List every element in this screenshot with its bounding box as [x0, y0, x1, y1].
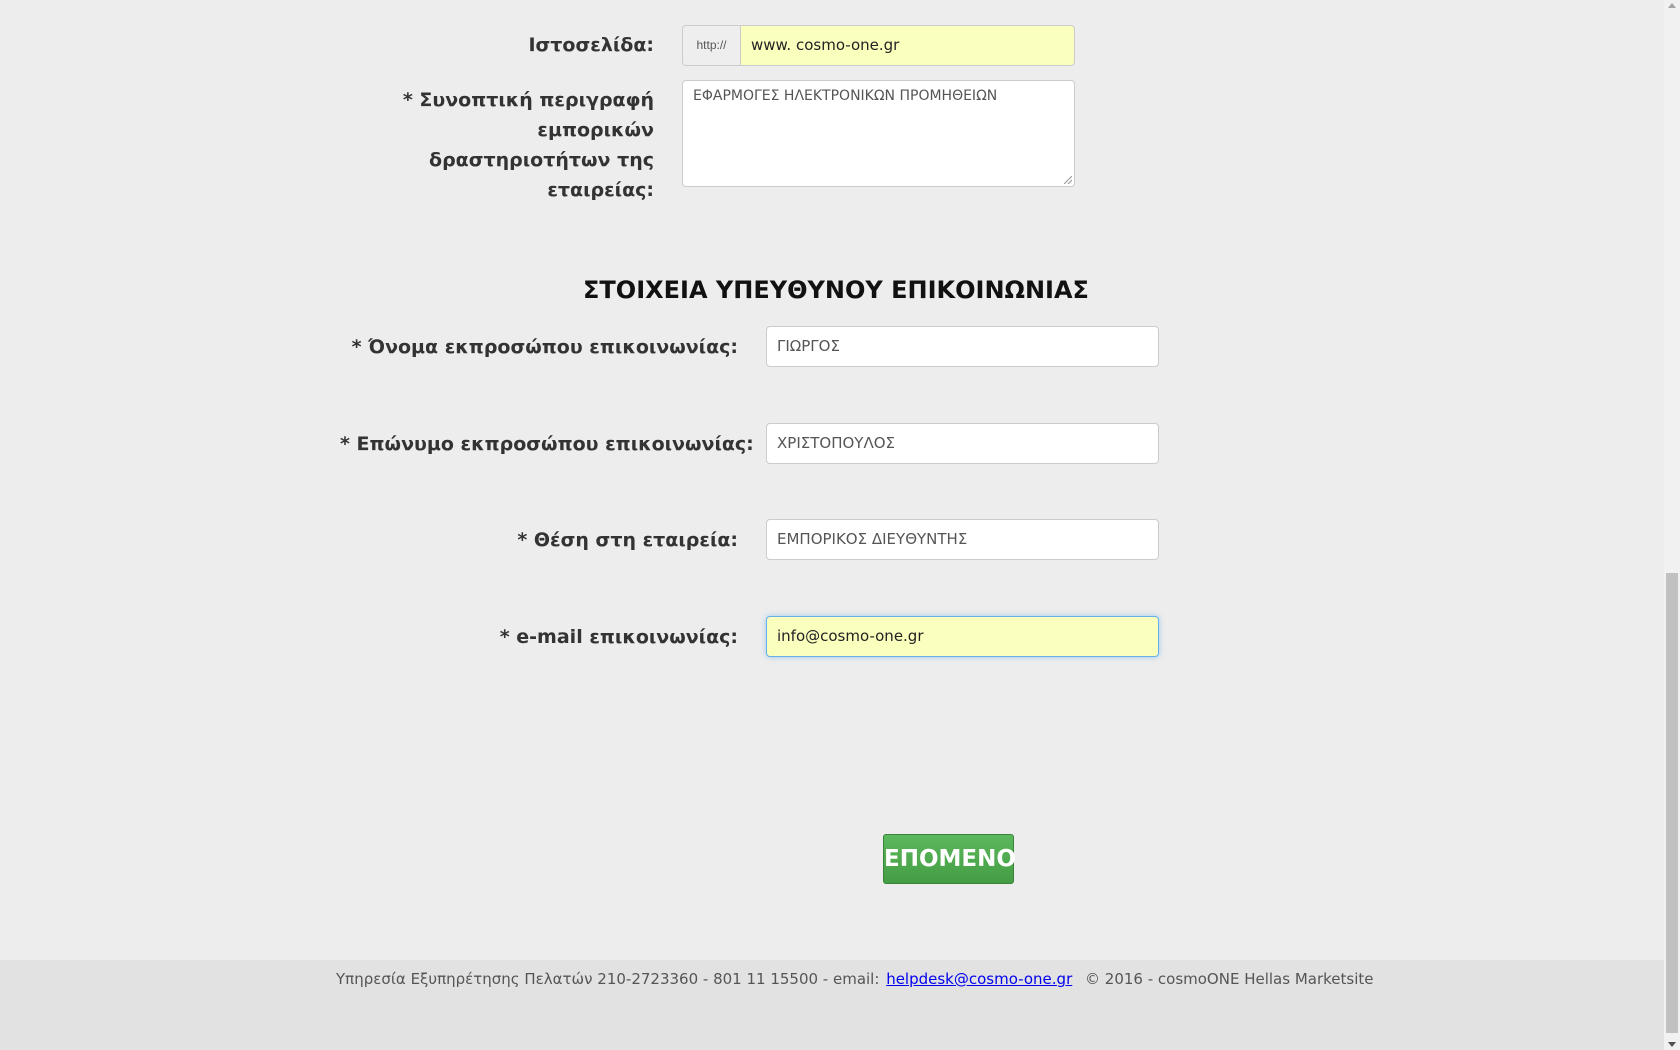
scrollbar-thumb[interactable] [1666, 573, 1678, 1033]
description-textarea[interactable] [682, 80, 1075, 187]
scroll-down-arrow-icon[interactable] [1668, 1042, 1676, 1047]
next-button[interactable]: ΕΠΟΜΕΝΟ [883, 834, 1014, 884]
description-label: * Συνοπτική περιγραφή εμπορικών δραστηριοτήτων της εταιρείας: [402, 89, 654, 201]
footer-service-text: Υπηρεσία Εξυπηρέτησης Πελατών 210-2723360 - 801 11 15500 - email: [336, 970, 880, 988]
scroll-up-arrow-icon[interactable] [1668, 3, 1676, 8]
vertical-scrollbar[interactable] [1664, 0, 1680, 1050]
last-name-input[interactable]: ΧΡΙΣΤΟΠΟΥΛΟΣ [766, 423, 1159, 464]
email-label: * e-mail επικοινωνίας: [499, 626, 738, 648]
position-input[interactable]: ΕΜΠΟΡΙΚΟΣ ΔΙΕΥΘΥΝΤΗΣ [766, 519, 1159, 560]
first-name-label: * Όνομα εκπροσώπου επικοινωνίας: [351, 336, 738, 358]
last-name-label: * Επώνυμο εκπροσώπου επικοινωνίας: [340, 433, 754, 455]
website-input[interactable]: www. cosmo-one.gr [740, 25, 1075, 66]
first-name-input[interactable]: ΓΙΩΡΓΟΣ [766, 326, 1159, 367]
footer [0, 960, 1664, 1050]
helpdesk-email-link[interactable]: helpdesk@cosmo-one.gr [886, 970, 1073, 988]
email-input[interactable]: info@cosmo-one.gr [766, 616, 1159, 657]
description-text: ΕΦΑΡΜΟΓΕΣ ΗΛΕΚΤΡΟΝΙΚΩΝ ΠΡΟΜΗΘΕΙΩΝ [693, 88, 998, 104]
website-label: Ιστοσελίδα: [528, 34, 654, 56]
website-input-group [682, 25, 1075, 66]
position-label: * Θέση στη εταιρεία: [517, 529, 738, 551]
footer-text [336, 970, 1373, 988]
footer-copyright: © 2016 - cosmoONE Hellas Marketsite [1085, 970, 1374, 988]
textarea-resize-icon[interactable] [1064, 176, 1072, 184]
website-prefix-addon: http:// [682, 25, 740, 66]
contact-section-title: ΣΤΟΙΧΕΙΑ ΥΠΕΥΘΥΝΟΥ ΕΠΙΚΟΙΝΩΝΙΑΣ [583, 276, 1089, 304]
